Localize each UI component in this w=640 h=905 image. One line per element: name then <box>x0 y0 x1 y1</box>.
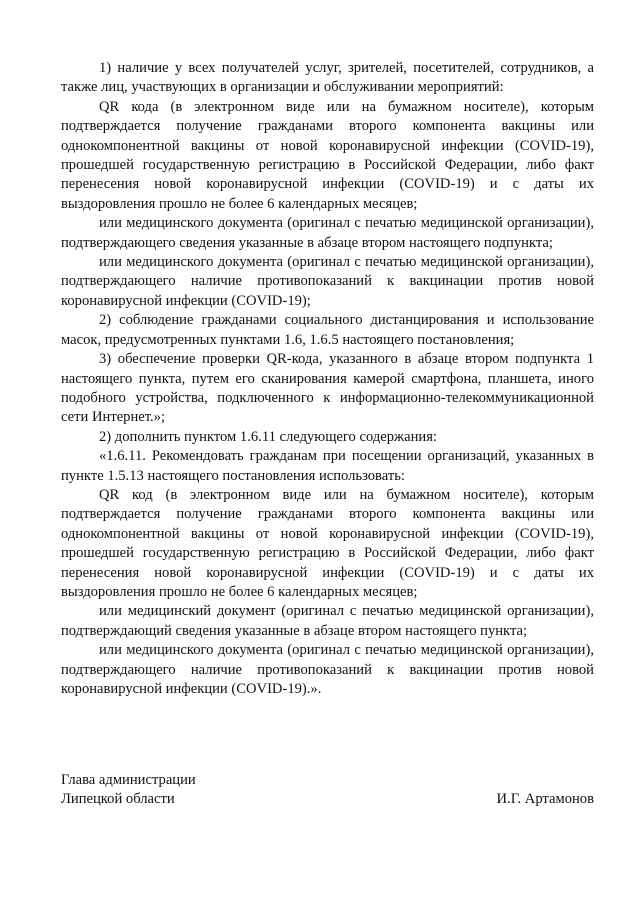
paragraph-8: «1.6.11. Рекомендовать гражданам при посещении организаций, указанных в пункте 1.5.13 настоящего постановления использовать: <box>61 448 594 484</box>
paragraph-1: 1) наличие у всех получателей услуг, зрителей, посетителей, сотрудников, а также лиц, участвующих в организации и обслуживании мероприятий: <box>61 60 594 96</box>
paragraph-4: или медицинского документа (оригинал с печатью медицинской организации), подтверждающего наличие противопоказаний к вакцинации против новой коронавирусной инфекции (COVID-19); <box>61 254 594 309</box>
paragraph-10: или медицинский документ (оригинал с печатью медицинской организации), подтверждающий сведения указанные в абзаце втором настоящего пункта; <box>61 603 594 639</box>
signatory-name: И.Г. Артамонов <box>496 791 594 808</box>
signatory-region: Липецкой области <box>61 791 175 808</box>
paragraph-11: или медицинского документа (оригинал с печатью медицинской организации), подтверждающего наличие противопоказаний к вакцинации против новой коронавирусной инфекции (COVID-19).». <box>61 642 594 697</box>
paragraph-6: 3) обеспечение проверки QR-кода, указанного в абзаце втором подпункта 1 настоящего пункта, путем его сканирования камерой смартфона, планшета, иного подобного устройства, подключенного к информационно-телекоммуникационной сети Интернет.»; <box>61 351 594 426</box>
paragraph-5: 2) соблюдение гражданами социального дистанцирования и использование масок, предусмотренных пунктами 1.6, 1.6.5 настоящего постановления; <box>61 312 594 348</box>
signature-row <box>61 790 594 809</box>
paragraph-9: QR код (в электронном виде или на бумажном носителе), которым подтверждается получение гражданами второго компонента вакцины или однокомпонентной вакцины от новой коронавирусной инфекции (COVID-19), прошедшей государственную регистрацию в Российской Федерации, либо факт перенесения новой коронавирусной инфекции (COVID-19) и с даты их выздоровления прошло не более 6 календарных месяцев; <box>61 486 594 600</box>
document-body <box>61 59 594 699</box>
signatory-position: Глава администрации <box>61 772 196 788</box>
paragraph-2: QR кода (в электронном виде или на бумажном носителе), которым подтверждается получение гражданами второго компонента вакцины или однокомпонентной вакцины от новой коронавирусной инфекции (COVID-19), прошедшей государственную регистрацию в Российской Федерации, либо факт перенесения новой коронавирусной инфекции (COVID-19) и с даты их выздоровления прошло не более 6 календарных месяцев; <box>61 98 594 212</box>
signature-block <box>61 771 594 810</box>
paragraph-3: или медицинского документа (оригинал с печатью медицинской организации), подтверждающего сведения указанные в абзаце втором настоящего подпункта; <box>61 215 594 251</box>
paragraph-7: 2) дополнить пунктом 1.6.11 следующего содержания: <box>99 428 437 445</box>
